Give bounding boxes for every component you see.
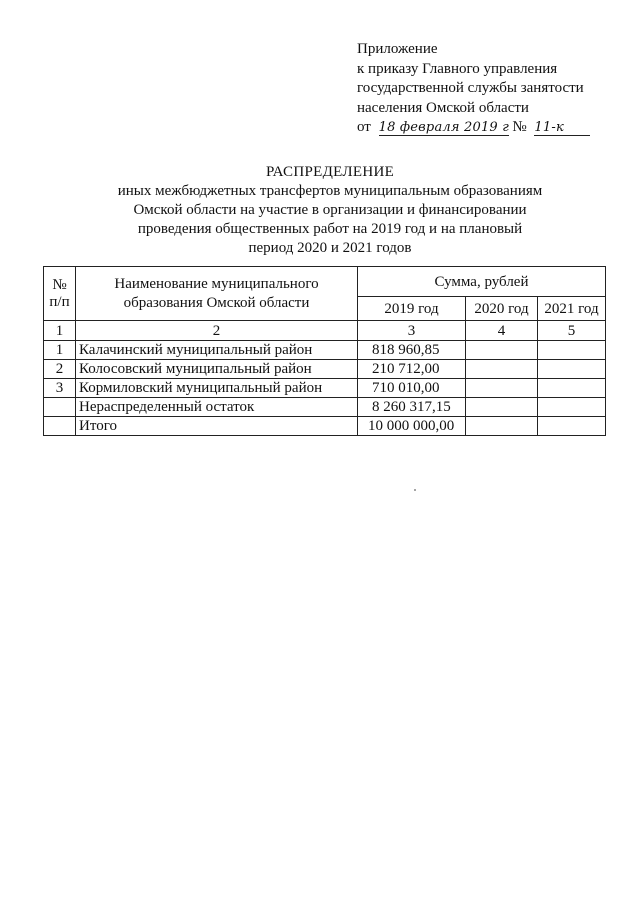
- row-num: 3: [44, 379, 76, 398]
- row-sum-2021: [538, 417, 606, 436]
- row-name: Калачинский муниципальный район: [76, 341, 358, 360]
- heading-line-2: Омской области на участие в организации и финансировании: [133, 202, 527, 218]
- row-num: 1: [44, 341, 76, 360]
- column-number-row: [44, 321, 606, 341]
- appendix-service: государственной службы занятости: [357, 80, 584, 97]
- row-num: [44, 398, 76, 417]
- row-name: Кормиловский муниципальный район: [76, 379, 358, 398]
- appendix-block: [357, 40, 590, 138]
- table-row: [44, 341, 606, 360]
- row-sum-2021: [538, 398, 606, 417]
- table-row: [44, 398, 606, 417]
- row-sum-2020: [466, 379, 538, 398]
- distribution-table: [43, 266, 606, 436]
- col-number: 3: [358, 321, 466, 341]
- appendix-region: населения Омской области: [357, 99, 529, 116]
- heading-line-3: проведения общественных работ на 2019 год и на плановый: [137, 221, 523, 237]
- header-name: Наименование муниципального образования Омской области: [76, 267, 358, 321]
- col-number: 5: [538, 321, 606, 341]
- appendix-order-ref: к приказу Главного управления: [357, 60, 558, 77]
- table-row: [44, 379, 606, 398]
- row-num: [44, 417, 76, 436]
- row-sum-2021: [538, 360, 606, 379]
- row-sum-2019: 710 010,00: [358, 379, 466, 398]
- header-num: № п/п: [44, 267, 76, 321]
- row-sum-2019: 10 000 000,00: [358, 417, 466, 436]
- header-2020: 2020 год: [466, 297, 538, 321]
- row-sum-2021: [538, 341, 606, 360]
- heading-line-1: иных межбюджетных трансфертов муниципальным образованиям: [117, 183, 543, 199]
- row-sum-2019: 818 960,85: [358, 341, 466, 360]
- from-label: от: [357, 119, 371, 136]
- document-title: РАСПРЕДЕЛЕНИЕ: [265, 164, 395, 180]
- handwritten-date: 18 февраля 2019 г: [378, 120, 509, 136]
- header-sum: Сумма, рублей: [358, 267, 606, 297]
- header-2019: 2019 год: [358, 297, 466, 321]
- row-sum-2020: [466, 398, 538, 417]
- appendix-title: Приложение: [357, 41, 438, 57]
- heading-line-4: период 2020 и 2021 годов: [248, 240, 412, 256]
- row-sum-2019: 8 260 317,15: [358, 398, 466, 417]
- col-number: 2: [76, 321, 358, 341]
- document-heading: [80, 163, 580, 258]
- row-sum-2020: [466, 341, 538, 360]
- scan-speck: [414, 489, 416, 491]
- col-number: 1: [44, 321, 76, 341]
- row-name: Колосовский муниципальный район: [76, 360, 358, 379]
- number-label: №: [512, 119, 527, 136]
- row-sum-2020: [466, 417, 538, 436]
- table-row-total: [44, 417, 606, 436]
- row-num: 2: [44, 360, 76, 379]
- handwritten-number: 11-к: [534, 120, 590, 136]
- table-row: [44, 360, 606, 379]
- header-2021: 2021 год: [538, 297, 606, 321]
- row-name: Нераспределенный остаток: [76, 398, 358, 417]
- row-name: Итого: [76, 417, 358, 436]
- row-sum-2019: 210 712,00: [358, 360, 466, 379]
- appendix-date-line: [357, 118, 590, 138]
- row-sum-2021: [538, 379, 606, 398]
- row-sum-2020: [466, 360, 538, 379]
- col-number: 4: [466, 321, 538, 341]
